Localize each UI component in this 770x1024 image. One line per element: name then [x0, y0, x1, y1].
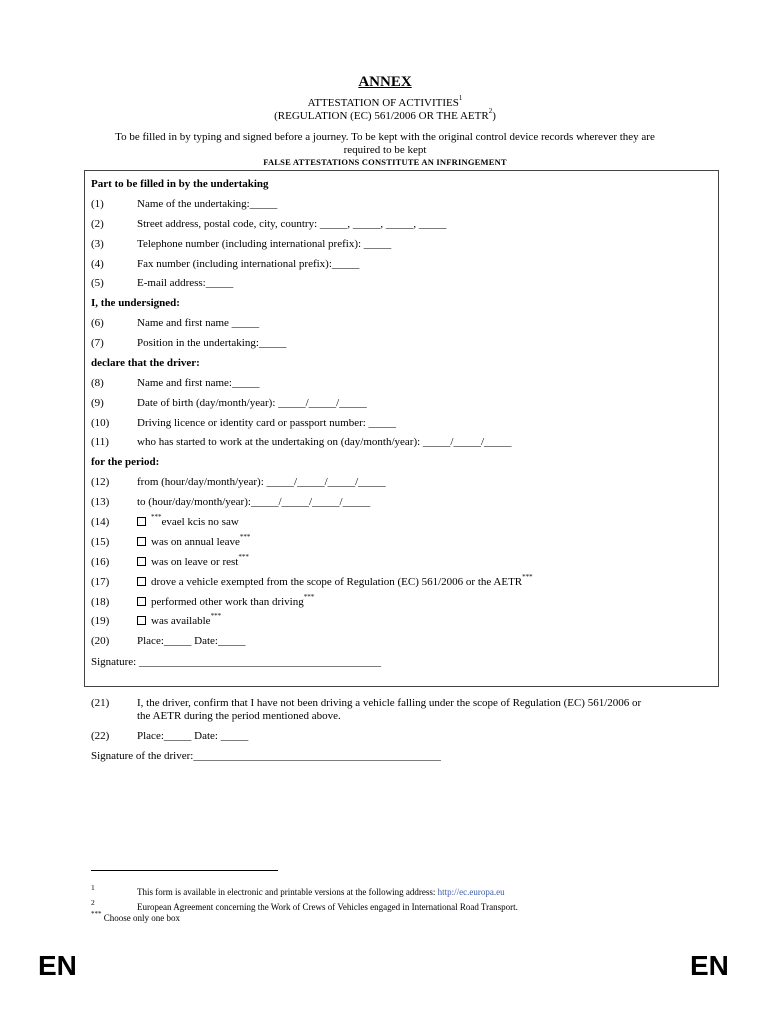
- place-date-field[interactable]: Place:_____ Date:_____: [137, 635, 246, 647]
- option-sick-leave: [137, 513, 239, 528]
- option-label: was on annual leave: [151, 536, 240, 548]
- driver-confirmation-line-2: the AETR during the period mentioned above.: [137, 710, 341, 722]
- undertaking-signature-field[interactable]: Signature: ____________________________________________: [91, 656, 381, 668]
- form-title: [0, 94, 770, 109]
- regulation-subtitle-close: ): [492, 110, 496, 122]
- language-marker-right: EN: [690, 950, 729, 981]
- period-heading: for the period:: [91, 456, 160, 468]
- item-number-3: (3): [91, 238, 104, 250]
- option-annual-leave: [137, 533, 251, 548]
- choice-footnote-ref: ***: [522, 573, 533, 581]
- choice-footnote-ref: ***: [210, 612, 222, 620]
- undertaking-name-field[interactable]: Name of the undertaking:_____: [137, 198, 278, 210]
- footnote-1: [137, 887, 505, 897]
- available-checkbox[interactable]: [137, 616, 146, 625]
- choice-footnote-ref: ***: [239, 533, 251, 541]
- item-number-16: (16): [91, 556, 110, 568]
- item-number-1: (1): [91, 198, 104, 210]
- option-label: drove a vehicle exempted from the scope of Regulation (EC) 561/2006 or the AETR: [151, 576, 523, 588]
- option-leave-or-rest: [137, 553, 249, 568]
- driver-confirmation-line-1: I, the driver, confirm that I have not been driving a vehicle falling under the scope of Regulation (EC) 561/2006 or: [137, 697, 642, 709]
- start-date-field[interactable]: who has started to work at the undertaking on (day/month/year): _____/_____/_____: [137, 436, 512, 448]
- item-number-22: (22): [91, 730, 110, 742]
- option-other-work: [137, 593, 315, 608]
- item-number-18: (18): [91, 596, 110, 608]
- leave-or-rest-checkbox[interactable]: [137, 557, 146, 566]
- annual-leave-checkbox[interactable]: [137, 537, 146, 546]
- option-label: performed other work than driving: [151, 596, 304, 608]
- item-number-10: (10): [91, 417, 110, 429]
- item-number-21: (21): [91, 697, 110, 709]
- option-available: [137, 612, 222, 627]
- choice-footnote-ref: ***: [303, 593, 315, 601]
- footnote-3-text: Choose only one box: [101, 913, 180, 923]
- item-number-8: (8): [91, 377, 104, 389]
- period-to-field[interactable]: to (hour/day/month/year):_____/_____/_____/_____: [137, 496, 371, 508]
- choice-footnote-ref: ***: [238, 553, 249, 561]
- footnote-mark-3: ***: [91, 910, 102, 918]
- item-number-13: (13): [91, 496, 110, 508]
- regulation-subtitle: [0, 107, 770, 122]
- item-number-4: (4): [91, 258, 104, 270]
- item-number-20: (20): [91, 635, 110, 647]
- telephone-field[interactable]: Telephone number (including international prefix): _____: [137, 238, 392, 250]
- footnote-2: European Agreement concerning the Work of Crews of Vehicles engaged in International Road Transport.: [137, 902, 518, 912]
- fax-field[interactable]: Fax number (including international prefix):_____: [137, 258, 360, 270]
- footnote-ref-1: 1: [458, 94, 463, 102]
- driver-heading: declare that the driver:: [91, 357, 200, 369]
- option-label: was on leave or rest: [151, 556, 239, 568]
- street-address-field[interactable]: Street address, postal code, city, country: _____, _____, _____, _____: [137, 218, 447, 230]
- exempted-vehicle-checkbox[interactable]: [137, 577, 146, 586]
- date-of-birth-field[interactable]: Date of birth (day/month/year): _____/_____/_____: [137, 397, 367, 409]
- footnote-1-text: This form is available in electronic and printable versions at the following address:: [137, 887, 438, 897]
- option-label: was available: [151, 615, 211, 627]
- footnote-mark-2: 2: [91, 898, 95, 907]
- annex-title: ANNEX: [358, 74, 412, 90]
- footnote-ref-2: 2: [488, 107, 493, 115]
- regulation-subtitle-text: (REGULATION (EC) 561/2006 OR THE AETR: [274, 110, 489, 122]
- infringement-warning: FALSE ATTESTATIONS CONSTITUTE AN INFRINGEMENT: [263, 157, 507, 167]
- driver-name-field[interactable]: Name and first name:_____: [137, 377, 260, 389]
- item-number-14: (14): [91, 516, 110, 528]
- sick-leave-checkbox[interactable]: [137, 517, 146, 526]
- europa-link[interactable]: http://ec.europa.eu: [437, 887, 505, 897]
- footnote-divider: [91, 870, 278, 871]
- item-number-19: (19): [91, 615, 110, 627]
- option-label: evael kcis no saw: [161, 516, 239, 528]
- period-from-field[interactable]: from (hour/day/month/year): _____/_____/_____/_____: [137, 476, 386, 488]
- other-work-checkbox[interactable]: [137, 597, 146, 606]
- footnote-mark-1: 1: [91, 883, 95, 892]
- driver-signature-field[interactable]: Signature of the driver:_____________________________________________: [91, 750, 441, 762]
- footnote-3: [91, 910, 180, 923]
- item-number-17: (17): [91, 576, 110, 588]
- item-number-9: (9): [91, 397, 104, 409]
- driver-place-date-field[interactable]: Place:_____ Date: _____: [137, 730, 249, 742]
- item-number-11: (11): [91, 436, 109, 448]
- item-number-6: (6): [91, 317, 104, 329]
- undertaking-heading: Part to be filled in by the undertaking: [91, 178, 269, 190]
- licence-number-field[interactable]: Driving licence or identity card or passport number: _____: [137, 417, 397, 429]
- item-number-12: (12): [91, 476, 110, 488]
- option-exempted-vehicle: [137, 573, 533, 588]
- item-number-5: (5): [91, 277, 104, 289]
- item-number-15: (15): [91, 536, 110, 548]
- instruction-line-2: required to be kept: [343, 144, 427, 156]
- position-field[interactable]: Position in the undertaking:_____: [137, 337, 287, 349]
- instruction-line-1: To be filled in by typing and signed before a journey. To be kept with the original control device records wherever they are: [115, 131, 655, 143]
- language-marker-left: EN: [38, 950, 77, 981]
- email-field[interactable]: E-mail address:_____: [137, 277, 234, 289]
- form-title-text: ATTESTATION OF ACTIVITIES: [307, 97, 459, 109]
- item-number-2: (2): [91, 218, 104, 230]
- undersigned-heading: I, the undersigned:: [91, 297, 180, 309]
- signatory-name-field[interactable]: Name and first name _____: [137, 317, 260, 329]
- choice-footnote-ref: ***: [151, 513, 162, 521]
- item-number-7: (7): [91, 337, 104, 349]
